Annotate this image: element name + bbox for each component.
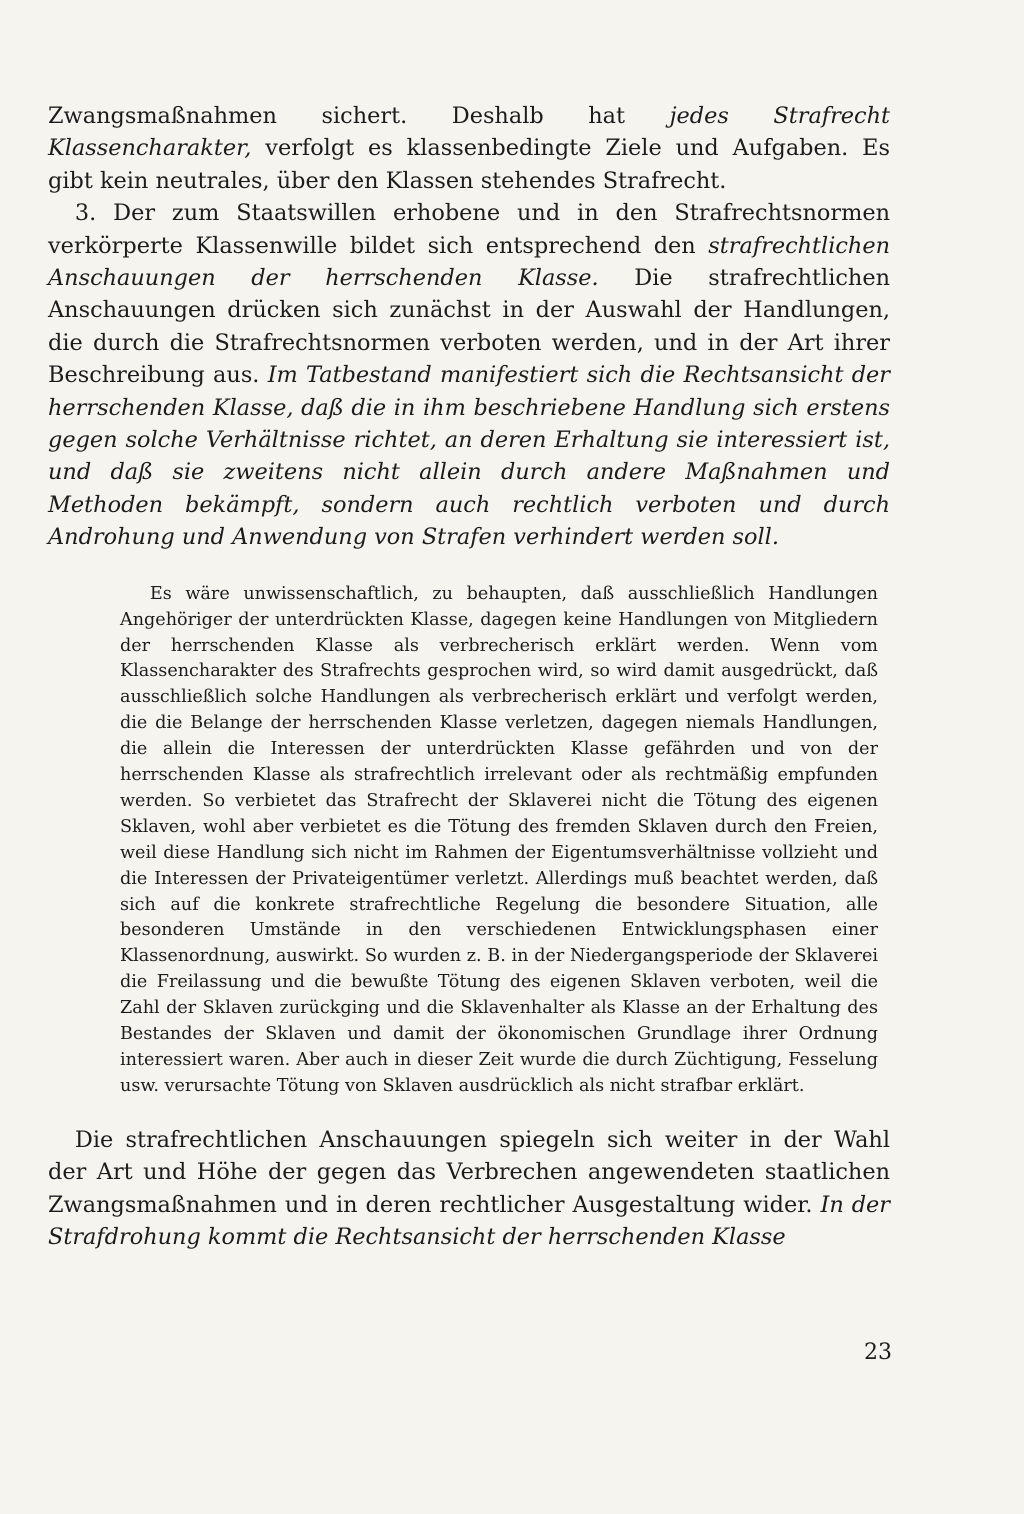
page-number: 23 <box>864 1340 892 1365</box>
paragraph-text: verfolgt es klassenbedingte Ziele und Aufgaben. Es gibt kein neutrales, über den Klassen stehendes Strafrecht. <box>48 135 890 194</box>
paragraph-text: 3. Der zum Staatswillen erhobene und in den Strafrechtsnormen verkörperte Klassenwille bildet sich entsprechend den <box>48 200 890 259</box>
paragraph-text: Zwangsmaßnahmen sichert. Deshalb hat <box>48 103 670 129</box>
emphasis-text: Im Tatbestand manifestiert sich die Rechtsansicht der herrschenden Klasse, daß die in ihm beschriebene Handlung sich erstens gegen solche Verhältnisse richtet, an deren Erhaltung sie interessiert ist, und daß sie zweitens nicht allein durch andere Maßnahmen und Methoden bekämpft, sondern auch rechtlich verboten und durch Androhung und Anwendung von Strafen verhindert werden soll. <box>48 362 890 551</box>
paragraph-strafdrohung <box>48 1124 890 1254</box>
paragraph-text: Die strafrechtlichen Anschauungen spiegeln sich weiter in der Wahl der Art und Höhe der gegen das Verbrechen angewendeten staatlichen Zwangsmaßnahmen und in deren rechtlicher Ausgestaltung wider. <box>48 1126 890 1218</box>
paragraph-section-3 <box>48 197 890 553</box>
emphasis-text: strafrechtlichen Anschauungen der herrschenden Klasse. <box>48 232 890 292</box>
page-body <box>48 100 890 1253</box>
emphasis-text: jedes Strafrecht Klassencharakter, <box>48 103 890 162</box>
paragraph-text: Die strafrechtlichen Anschauungen drücken sich zunächst in der Auswahl der Handlungen, die durch die Strafrechtsnormen verboten werden, und in der Art ihrer Beschreibung aus. <box>48 265 890 389</box>
small-print-note <box>120 582 878 1100</box>
paragraph-continuation <box>48 100 890 197</box>
note-text: Es wäre unwissenschaftlich, zu behaupten, daß ausschließlich Handlungen Angehöriger der unterdrückten Klasse, dagegen keine Handlungen von Mitgliedern der herrschenden Klasse als verbrecherisch erklärt werden. Wenn vom Klassencharakter des Strafrechts gesprochen wird, so wird damit ausgedrückt, daß ausschließlich solche Handlungen als verbrecherisch erklärt und verfolgt werden, die die Belange der herrschenden Klasse verletzen, dagegen niemals Handlungen, die allein die Interessen der unterdrückten Klasse gefährden und von der herrschenden Klasse als strafrechtlich irrelevant oder als rechtmäßig empfunden werden. So verbietet das Strafrecht der Sklaverei nicht die Tötung des eigenen Sklaven, wohl aber verbietet es die Tötung des fremden Sklaven durch den Freien, weil diese Handlung sich nicht im Rahmen der Eigentumsverhältnisse vollzieht und die Interessen der Privateigentümer verletzt. Allerdings muß beachtet werden, daß sich auf die konkrete strafrechtliche Regelung die besondere Situation, alle besonderen Umstände in den verschiedenen Entwicklungsphasen einer Klassenordnung, auswirkt. So wurden z. B. in der Niedergangsperiode der Sklaverei die Freilassung und die bewußte Tötung des eigenen Sklaven verboten, weil die Zahl der Sklaven zurückging und die Sklavenhalter als Klasse an der Erhaltung des Bestandes der Sklaven und damit der ökonomischen Grundlage ihrer Ordnung interessiert waren. Aber auch in dieser Zeit wurde die durch Züchtigung, Fesselung usw. verursachte Tötung von Sklaven ausdrücklich als nicht strafbar erklärt. <box>120 583 878 1096</box>
emphasis-text: In der Strafdrohung kommt die Rechtsansicht der herrschenden Klasse <box>48 1191 890 1251</box>
